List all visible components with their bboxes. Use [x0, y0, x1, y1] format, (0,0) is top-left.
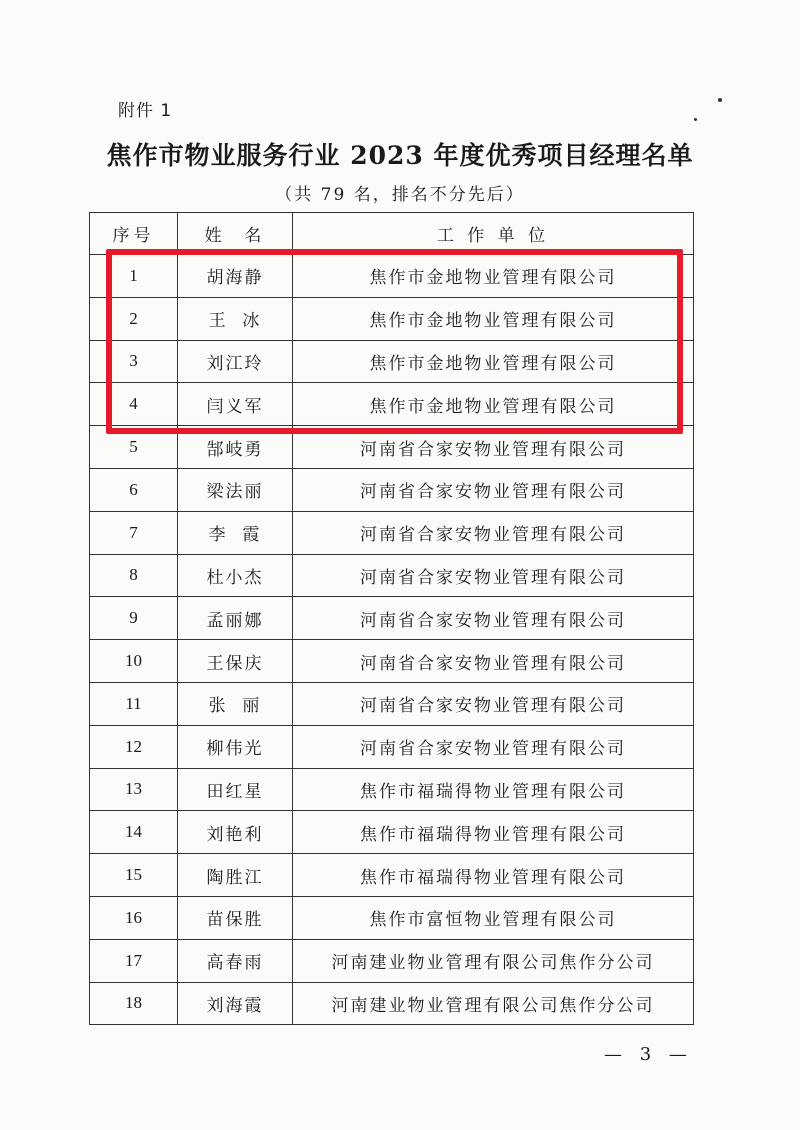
- row-unit-cell: 河南省合家安物业管理有限公司: [293, 426, 694, 469]
- row-number-cell: 12: [90, 725, 178, 768]
- row-name-cell: 王保庆: [178, 640, 293, 683]
- row-unit-cell: 河南省合家安物业管理有限公司: [293, 554, 694, 597]
- table-row: [90, 597, 694, 640]
- table-row: [90, 554, 694, 597]
- row-name-cell: 田红星: [178, 768, 293, 811]
- row-unit-cell: 河南省合家安物业管理有限公司: [293, 640, 694, 683]
- row-unit-cell: 河南省合家安物业管理有限公司: [293, 682, 694, 725]
- row-number-cell: 11: [90, 682, 178, 725]
- table-row: [90, 939, 694, 982]
- row-name-cell: 闫义军: [178, 383, 293, 426]
- document-subtitle: （共 79 名，排名不分先后）: [275, 185, 525, 205]
- table-row: [90, 340, 694, 383]
- table-row: [90, 426, 694, 469]
- table-header-row: [90, 213, 694, 255]
- row-number-cell: 8: [90, 554, 178, 597]
- row-unit-cell: 焦作市福瑞得物业管理有限公司: [293, 854, 694, 897]
- row-name-cell: 苗保胜: [178, 896, 293, 939]
- manager-roster-table: [89, 212, 694, 1025]
- table-body: [90, 255, 694, 1025]
- row-name-cell: 柳伟光: [178, 725, 293, 768]
- row-unit-cell: 焦作市金地物业管理有限公司: [293, 255, 694, 298]
- row-name-cell: 杜小杰: [178, 554, 293, 597]
- row-number-cell: 18: [90, 982, 178, 1025]
- table-row: [90, 768, 694, 811]
- attachment-label: 附件 1: [118, 101, 173, 121]
- table-row: [90, 811, 694, 854]
- row-unit-cell: 河南省合家安物业管理有限公司: [293, 597, 694, 640]
- row-unit-cell: 焦作市福瑞得物业管理有限公司: [293, 768, 694, 811]
- row-name-cell: 梁法丽: [178, 468, 293, 511]
- row-number-cell: 14: [90, 811, 178, 854]
- scan-speck: [694, 118, 697, 121]
- table-row: [90, 725, 694, 768]
- row-name-cell: 王 冰: [178, 297, 293, 340]
- row-name-cell: 高春雨: [178, 939, 293, 982]
- row-name-cell: 胡海静: [178, 255, 293, 298]
- table-row: [90, 383, 694, 426]
- row-number-cell: 10: [90, 640, 178, 683]
- row-number-cell: 16: [90, 896, 178, 939]
- row-number-cell: 7: [90, 511, 178, 554]
- table-row: [90, 640, 694, 683]
- table-row: [90, 511, 694, 554]
- table-row: [90, 297, 694, 340]
- row-number-cell: 13: [90, 768, 178, 811]
- row-number-cell: 4: [90, 383, 178, 426]
- row-unit-cell: 焦作市金地物业管理有限公司: [293, 340, 694, 383]
- row-name-cell: 刘江玲: [178, 340, 293, 383]
- table-row: [90, 255, 694, 298]
- row-name-cell: 孟丽娜: [178, 597, 293, 640]
- row-number-cell: 17: [90, 939, 178, 982]
- row-name-cell: 刘艳利: [178, 811, 293, 854]
- row-unit-cell: 河南省合家安物业管理有限公司: [293, 468, 694, 511]
- row-unit-cell: 河南建业物业管理有限公司焦作分公司: [293, 939, 694, 982]
- row-unit-cell: 焦作市金地物业管理有限公司: [293, 297, 694, 340]
- column-header-name: 姓 名: [178, 213, 293, 255]
- table-row: [90, 468, 694, 511]
- page-number: — 3 —: [604, 1044, 693, 1065]
- row-name-cell: 郜岐勇: [178, 426, 293, 469]
- row-number-cell: 3: [90, 340, 178, 383]
- row-name-cell: 刘海霞: [178, 982, 293, 1025]
- row-number-cell: 6: [90, 468, 178, 511]
- row-name-cell: 陶胜江: [178, 854, 293, 897]
- row-unit-cell: 河南省合家安物业管理有限公司: [293, 725, 694, 768]
- row-number-cell: 9: [90, 597, 178, 640]
- row-number-cell: 2: [90, 297, 178, 340]
- table-row: [90, 682, 694, 725]
- row-unit-cell: 焦作市富恒物业管理有限公司: [293, 896, 694, 939]
- row-number-cell: 1: [90, 255, 178, 298]
- table-row: [90, 982, 694, 1025]
- row-name-cell: 李 霞: [178, 511, 293, 554]
- table-row: [90, 854, 694, 897]
- scan-speck: [718, 98, 722, 102]
- row-unit-cell: 焦作市福瑞得物业管理有限公司: [293, 811, 694, 854]
- row-number-cell: 15: [90, 854, 178, 897]
- row-unit-cell: 焦作市金地物业管理有限公司: [293, 383, 694, 426]
- row-name-cell: 张 丽: [178, 682, 293, 725]
- row-unit-cell: 河南省合家安物业管理有限公司: [293, 511, 694, 554]
- document-title: 焦作市物业服务行业 2023 年度优秀项目经理名单: [106, 141, 694, 170]
- column-header-unit: 工 作 单 位: [293, 213, 694, 255]
- column-header-number: 序号: [90, 213, 178, 255]
- row-number-cell: 5: [90, 426, 178, 469]
- row-unit-cell: 河南建业物业管理有限公司焦作分公司: [293, 982, 694, 1025]
- table-row: [90, 896, 694, 939]
